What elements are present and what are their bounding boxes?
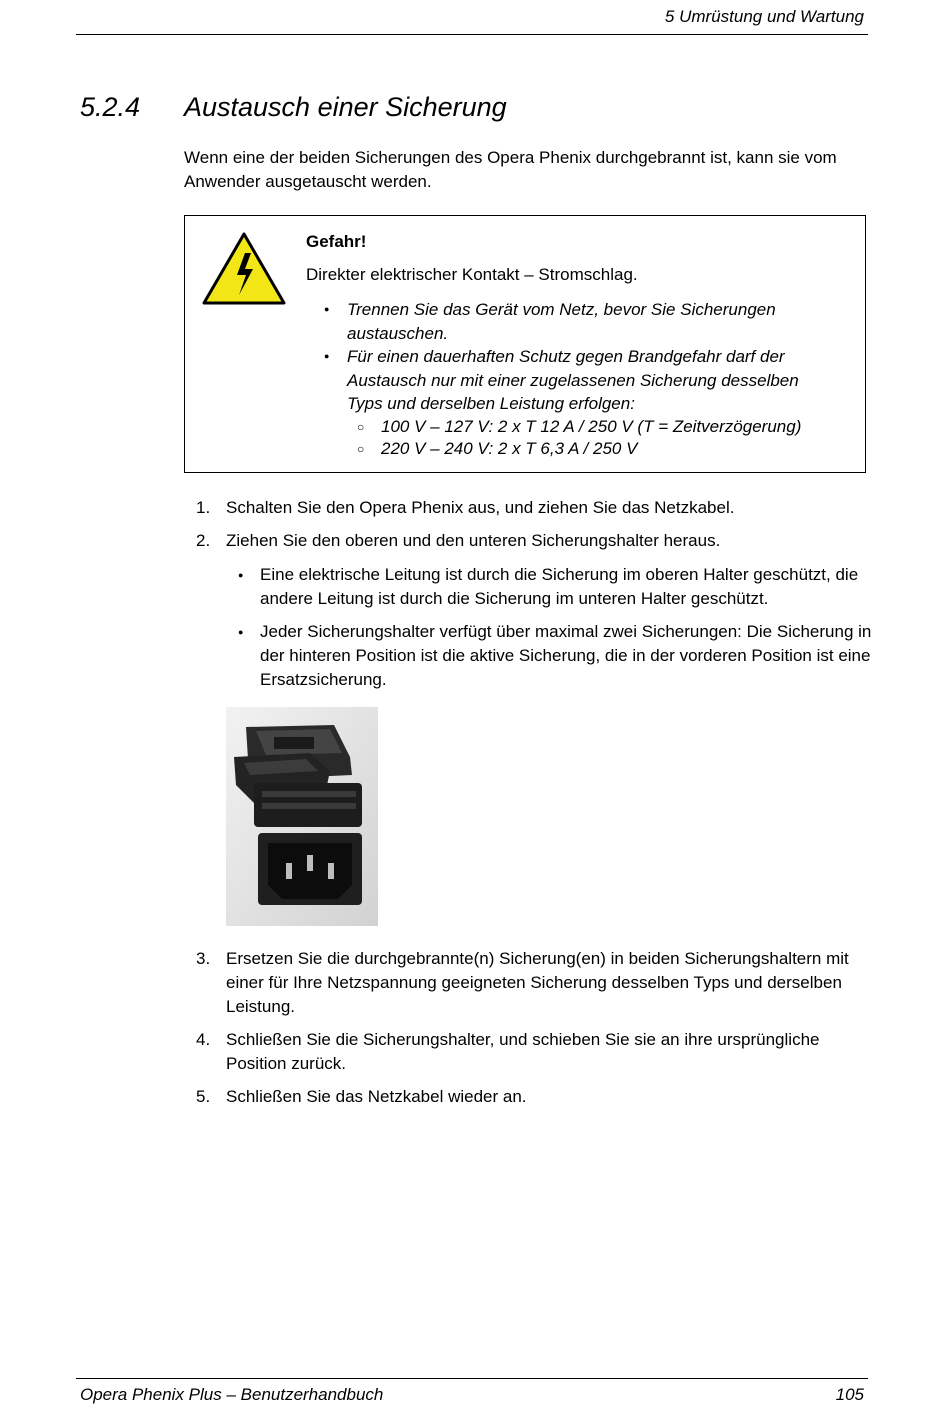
warning-title: Gefahr! (306, 232, 367, 251)
chapter-title: 5 Umrüstung und Wartung (664, 7, 864, 26)
step2-bullets (238, 563, 878, 701)
section-number: 5.2.4 (80, 92, 141, 122)
page-number: 105 (835, 1385, 864, 1404)
manual-title: Opera Phenix Plus – Benutzerhandbuch (80, 1385, 384, 1404)
warning-item: ● Für einen dauerhaften Schutz gegen Brandgefahr darf der Austausch nur mit einer zugelassenen Sicherung desselben Typs und derselben Leistung erfolgen: ○ 100 V – 127 V: 2 x T 12 A / 250 V (T = Zeitverzögerung) ○ 220 V – 240 V: 2 x T 6,3 A / 250 V (306, 345, 826, 460)
fuse-spec-list (347, 416, 826, 460)
warning-text: Direkter elektrischer Kontakt – Stromschlag. (306, 265, 638, 284)
danger-notice (184, 215, 866, 473)
list-item: ● Jeder Sicherungshalter verfügt über maximal zwei Sicherungen: Die Sicherung in der hinteren Position ist die aktive Sicherung, die in der vorderen Position ist eine Ersatzsicherung. (238, 620, 878, 692)
section-heading (80, 92, 507, 123)
fuse-holder-photo (226, 707, 378, 926)
list-item: ● Eine elektrische Leitung ist durch die Sicherung im oberen Halter geschützt, die andere Leitung ist durch die Sicherung im unteren Halter geschützt. (238, 563, 878, 611)
warning-list (306, 298, 826, 460)
page-header (76, 0, 868, 35)
step-2: 2. Ziehen Sie den oberen und den unteren Sicherungshalter heraus. (196, 531, 721, 550)
section-title: Austausch einer Sicherung (184, 92, 507, 122)
step-1: 1. Schalten Sie den Opera Phenix aus, und ziehen Sie das Netzkabel. (196, 498, 735, 517)
fuse-spec-item: ○ 100 V – 127 V: 2 x T 12 A / 250 V (T = Zeitverzögerung) (347, 416, 826, 438)
step-4: 4. Schließen Sie die Sicherungshalter, und schieben Sie sie an ihre ursprüngliche Position zurück. (196, 1030, 820, 1073)
step-5: 5. Schließen Sie das Netzkabel wieder an. (196, 1087, 527, 1106)
fuse-spec-item: ○ 220 V – 240 V: 2 x T 6,3 A / 250 V (347, 438, 826, 460)
page-footer (76, 1378, 868, 1409)
warning-item: ● Trennen Sie das Gerät vom Netz, bevor Sie Sicherungen austauschen. (306, 298, 826, 345)
electric-hazard-icon (201, 231, 287, 307)
intro-paragraph: Wenn eine der beiden Sicherungen des Opera Phenix durchgebrannt ist, kann sie vom Anwender ausgetauscht werden. (184, 148, 837, 191)
step-3: 3. Ersetzen Sie die durchgebrannte(n) Sicherung(en) in beiden Sicherungshaltern mit einer für Ihre Netzspannung geeigneten Sicherung desselben Typs und derselben Leistung. (196, 949, 849, 1016)
